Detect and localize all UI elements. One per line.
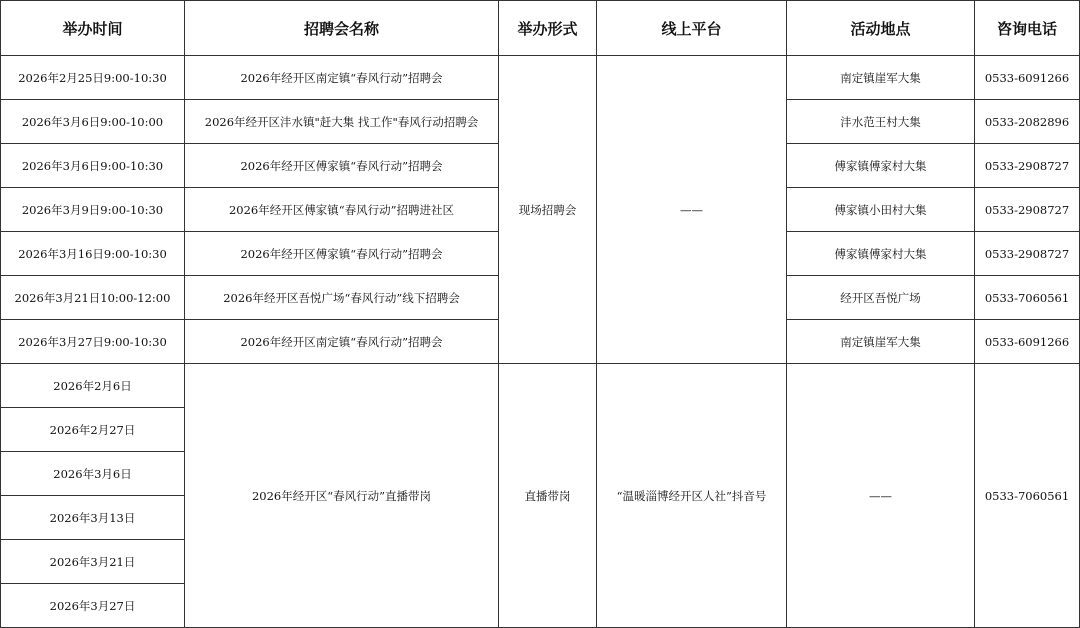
cell-live-phone: 0533-7060561 — [975, 364, 1080, 628]
cell-location: 南定镇崖军大集 — [787, 320, 975, 364]
cell-time: 2026年3月27日9:00-10:30 — [1, 320, 185, 364]
header-platform: 线上平台 — [597, 1, 787, 56]
cell-time: 2026年2月25日9:00-10:30 — [1, 56, 185, 100]
cell-phone: 0533-2908727 — [975, 188, 1080, 232]
cell-phone: 0533-2082896 — [975, 100, 1080, 144]
cell-live-date: 2026年2月27日 — [1, 408, 185, 452]
cell-live-date: 2026年3月27日 — [1, 584, 185, 628]
cell-live-name: 2026年经开区“春风行动”直播带岗 — [185, 364, 499, 628]
cell-location: 沣水范王村大集 — [787, 100, 975, 144]
cell-time: 2026年3月9日9:00-10:30 — [1, 188, 185, 232]
cell-phone: 0533-2908727 — [975, 232, 1080, 276]
cell-phone: 0533-6091266 — [975, 56, 1080, 100]
cell-live-date: 2026年3月13日 — [1, 496, 185, 540]
cell-phone: 0533-6091266 — [975, 320, 1080, 364]
cell-location: 经开区吾悦广场 — [787, 276, 975, 320]
cell-name: 2026年经开区傅家镇“春风行动”招聘会 — [185, 144, 499, 188]
cell-name: 2026年经开区傅家镇“春风行动”招聘会 — [185, 232, 499, 276]
cell-live-platform: “温暖淄博经开区人社”抖音号 — [597, 364, 787, 628]
header-phone: 咨询电话 — [975, 1, 1080, 56]
cell-format-onsite: 现场招聘会 — [499, 56, 597, 364]
cell-time: 2026年3月21日10:00-12:00 — [1, 276, 185, 320]
cell-phone: 0533-7060561 — [975, 276, 1080, 320]
cell-name: 2026年经开区沣水镇"赶大集 找工作"春风行动招聘会 — [185, 100, 499, 144]
table-row — [1, 364, 1080, 408]
cell-time: 2026年3月6日9:00-10:30 — [1, 144, 185, 188]
cell-live-format: 直播带岗 — [499, 364, 597, 628]
header-format: 举办形式 — [499, 1, 597, 56]
cell-live-date: 2026年2月6日 — [1, 364, 185, 408]
cell-name: 2026年经开区傅家镇“春风行动”招聘进社区 — [185, 188, 499, 232]
header-name: 招聘会名称 — [185, 1, 499, 56]
cell-location: 傅家镇傅家村大集 — [787, 144, 975, 188]
cell-phone: 0533-2908727 — [975, 144, 1080, 188]
cell-live-date: 2026年3月21日 — [1, 540, 185, 584]
cell-live-date: 2026年3月6日 — [1, 452, 185, 496]
header-row — [1, 1, 1080, 56]
cell-location: 南定镇崖军大集 — [787, 56, 975, 100]
header-location: 活动地点 — [787, 1, 975, 56]
cell-time: 2026年3月16日9:00-10:30 — [1, 232, 185, 276]
cell-location: 傅家镇傅家村大集 — [787, 232, 975, 276]
cell-name: 2026年经开区吾悦广场“春风行动”线下招聘会 — [185, 276, 499, 320]
table-row — [1, 56, 1080, 100]
cell-name: 2026年经开区南定镇“春风行动”招聘会 — [185, 320, 499, 364]
cell-time: 2026年3月6日9:00-10:00 — [1, 100, 185, 144]
cell-name: 2026年经开区南定镇“春风行动”招聘会 — [185, 56, 499, 100]
header-time: 举办时间 — [1, 1, 185, 56]
cell-platform-onsite: —— — [597, 56, 787, 364]
cell-live-location: —— — [787, 364, 975, 628]
cell-location: 傅家镇小田村大集 — [787, 188, 975, 232]
